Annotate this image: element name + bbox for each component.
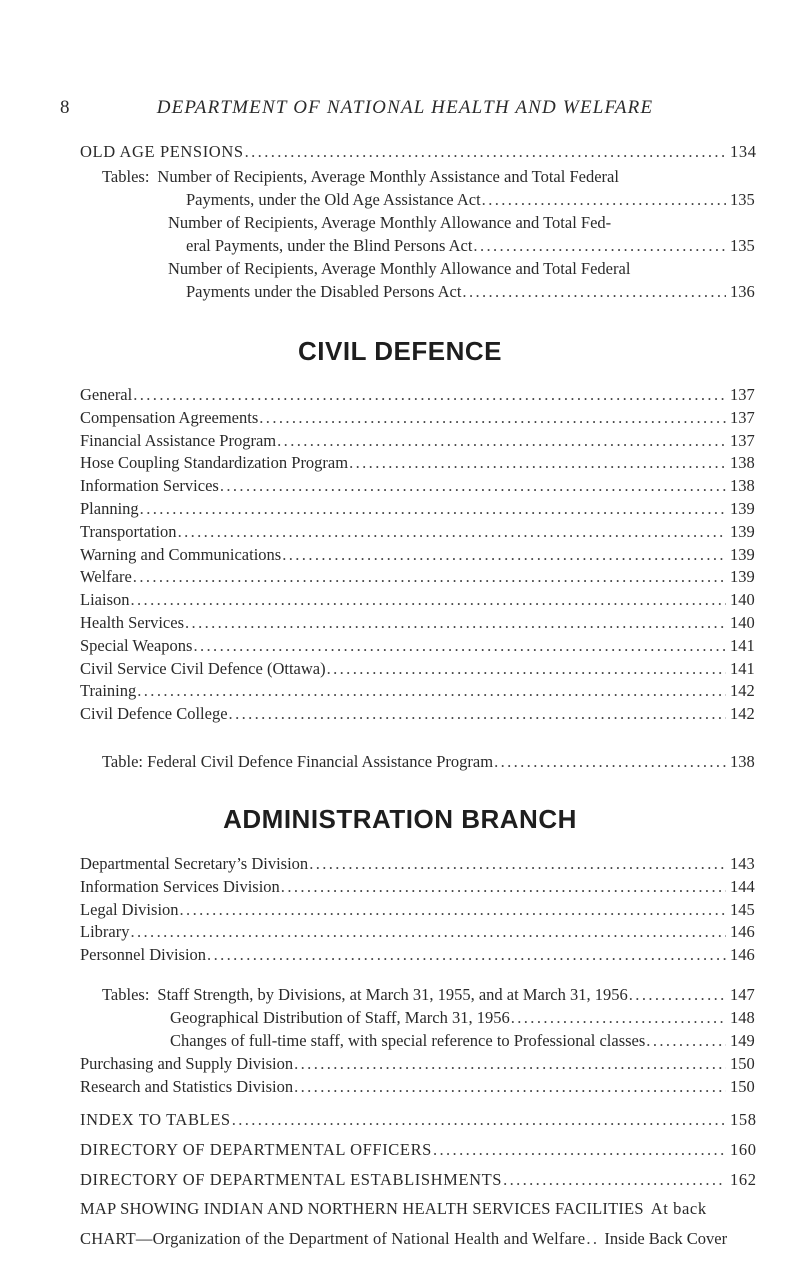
entry-label: Library (80, 922, 130, 942)
toc-entry (80, 657, 758, 681)
entry-page: 158 (730, 1110, 757, 1129)
entry-page: 141 (730, 658, 755, 678)
entry-label: Payments under the Disabled Persons Act (186, 282, 462, 301)
table-line-3a (168, 257, 758, 281)
entry-label: General (80, 385, 133, 404)
entry-label: Special Weapons (80, 635, 193, 655)
entry-page: 146 (730, 922, 755, 942)
entry-label: Civil Service Civil Defence (Ottawa) (80, 658, 326, 678)
toc-entry-table-blind (186, 234, 758, 258)
entry-page: 136 (730, 282, 755, 301)
toc-entry (80, 679, 758, 703)
toc-entry (80, 634, 758, 658)
entry-label: Information Services (80, 476, 219, 496)
entry-label: Financial Assistance Program (80, 430, 277, 450)
entry-label: Hose Coupling Standardization Program (80, 453, 349, 473)
toc-entry-map (80, 1197, 780, 1221)
entry-page: 140 (730, 590, 755, 610)
entry-label: Purchasing and Supply Division (80, 1054, 294, 1073)
entry-page: 160 (730, 1140, 757, 1159)
entry-page: 147 (730, 985, 755, 1004)
entry-page: 138 (730, 453, 755, 473)
toc-entry (80, 875, 758, 899)
entry-page: 150 (730, 1076, 755, 1096)
entry-label: INDEX TO TABLES (80, 1110, 231, 1129)
entry-page: 139 (730, 544, 755, 564)
toc-entry-table-old-age (186, 188, 758, 212)
section-heading-civil-defence: CIVIL DEFENCE (298, 336, 502, 366)
entry-page: 146 (730, 945, 755, 965)
entry-page: 139 (730, 567, 755, 587)
entry-label: DIRECTORY OF DEPARTMENTAL ESTABLISHMENTS (80, 1170, 503, 1189)
entry-label: Welfare (80, 567, 132, 587)
toc-entry-changes-staff (170, 1029, 758, 1053)
entry-page: 139 (730, 499, 755, 518)
entry-page: 135 (730, 236, 755, 255)
toc-entry-civil-defence-table (102, 750, 758, 774)
tables-prefix: Tables: (102, 167, 150, 186)
entry-label: Transportation (80, 521, 177, 541)
toc-entry (80, 611, 758, 635)
entry-label: Geographical Distribution of Staff, March 31, 1956 (170, 1008, 510, 1027)
entry-page: 135 (730, 190, 755, 209)
entry-page: 142 (730, 681, 755, 701)
entry-label: Planning (80, 499, 139, 518)
entry-label: Training (80, 681, 137, 701)
table-text: Number of Recipients, Average Monthly Assistance and Total Federal (157, 167, 619, 186)
entry-page: 138 (730, 752, 755, 771)
entry-label: Health Services (80, 613, 185, 632)
toc-entry (80, 497, 758, 521)
entry-page: 139 (730, 521, 755, 541)
entry-label: Civil Defence College (80, 704, 228, 724)
toc-entry (80, 920, 758, 944)
entry-page: 137 (730, 385, 755, 404)
entry-label: Table: Federal Civil Defence Financial Assistance Program (102, 752, 494, 771)
entry-page: 145 (730, 899, 755, 919)
entry-label: Liaison (80, 590, 130, 610)
entry-label: Changes of full-time staff, with special reference to Professional classes (170, 1031, 646, 1050)
toc-entry (80, 1052, 758, 1076)
toc-entry-index-tables (80, 1108, 758, 1132)
entry-label: Information Services Division (80, 876, 280, 896)
entry-page: 162 (730, 1170, 757, 1189)
toc-entry (80, 451, 758, 475)
entry-label: Personnel Division (80, 945, 207, 965)
toc-entry-staff-strength (102, 983, 758, 1007)
entry-page: 144 (730, 876, 755, 896)
entry-page: 137 (730, 430, 755, 450)
entry-label: OLD AGE PENSIONS (80, 142, 244, 161)
toc-entry (80, 852, 758, 876)
entry-page: 143 (730, 854, 755, 873)
entry-page: Inside Back Cover (604, 1229, 728, 1248)
toc-entry (80, 543, 758, 567)
entry-label: MAP SHOWING INDIAN AND NORTHERN HEALTH SERVICES FACILITIES (80, 1199, 644, 1218)
entry-page: 134 (730, 142, 757, 161)
toc-entry (80, 383, 758, 407)
entry-page: 142 (730, 704, 755, 724)
table-text: Number of Recipients, Average Monthly Allowance and Total Federal (168, 259, 631, 278)
entry-page: 150 (730, 1054, 755, 1073)
entry-label: Staff Strength, by Divisions, at March 31, 1955, and at March 31, 1956 (157, 985, 628, 1004)
toc-entry (80, 520, 758, 544)
section-heading-administration: ADMINISTRATION BRANCH (223, 804, 577, 834)
entry-page: 149 (730, 1031, 755, 1050)
toc-entry-geographical-distribution (170, 1006, 758, 1030)
entry-label: Warning and Communications (80, 544, 282, 564)
entry-page: At back (650, 1199, 707, 1218)
table-text: Number of Recipients, Average Monthly Allowance and Total Fed- (168, 213, 612, 232)
entry-label: eral Payments, under the Blind Persons Act (186, 236, 473, 255)
page-header (60, 97, 750, 127)
toc-entry (80, 474, 758, 498)
toc-entry-directory-establishments (80, 1168, 758, 1192)
entry-label: DIRECTORY OF DEPARTMENTAL OFFICERS (80, 1140, 432, 1159)
toc-entry (80, 406, 758, 430)
toc-entry-old-age-pensions (80, 140, 758, 164)
tables-prefix: Tables: (102, 985, 150, 1004)
entry-page: 148 (730, 1008, 755, 1027)
table-line-1a (102, 165, 758, 189)
toc-entry (80, 898, 758, 922)
entry-label: Departmental Secretary’s Division (80, 854, 309, 873)
toc-entry-table-disabled (186, 280, 758, 304)
entry-page: 137 (730, 407, 755, 427)
entry-label: CHART—Organization of the Department of National Health and Welfare (80, 1229, 586, 1248)
running-title: DEPARTMENT OF NATIONAL HEALTH AND WELFARE (156, 97, 654, 118)
entry-label: Legal Division (80, 899, 179, 919)
entry-label: Compensation Agreements (80, 407, 259, 427)
entry-page: 141 (730, 635, 755, 655)
toc-entry (80, 429, 758, 453)
table-line-2a (168, 211, 758, 235)
entry-label: Research and Statistics Division (80, 1076, 294, 1096)
entry-page: 140 (730, 613, 755, 632)
toc-entry (80, 588, 758, 612)
page-number: 8 (60, 97, 70, 118)
toc-entry-directory-officers (80, 1138, 758, 1162)
entry-label: Payments, under the Old Age Assistance Act (186, 190, 481, 209)
toc-entry (80, 702, 758, 726)
toc-entry (80, 1075, 758, 1099)
entry-page: 138 (730, 476, 755, 496)
toc-entry (80, 565, 758, 589)
toc-entry-chart (80, 1227, 780, 1251)
toc-entry (80, 943, 758, 967)
